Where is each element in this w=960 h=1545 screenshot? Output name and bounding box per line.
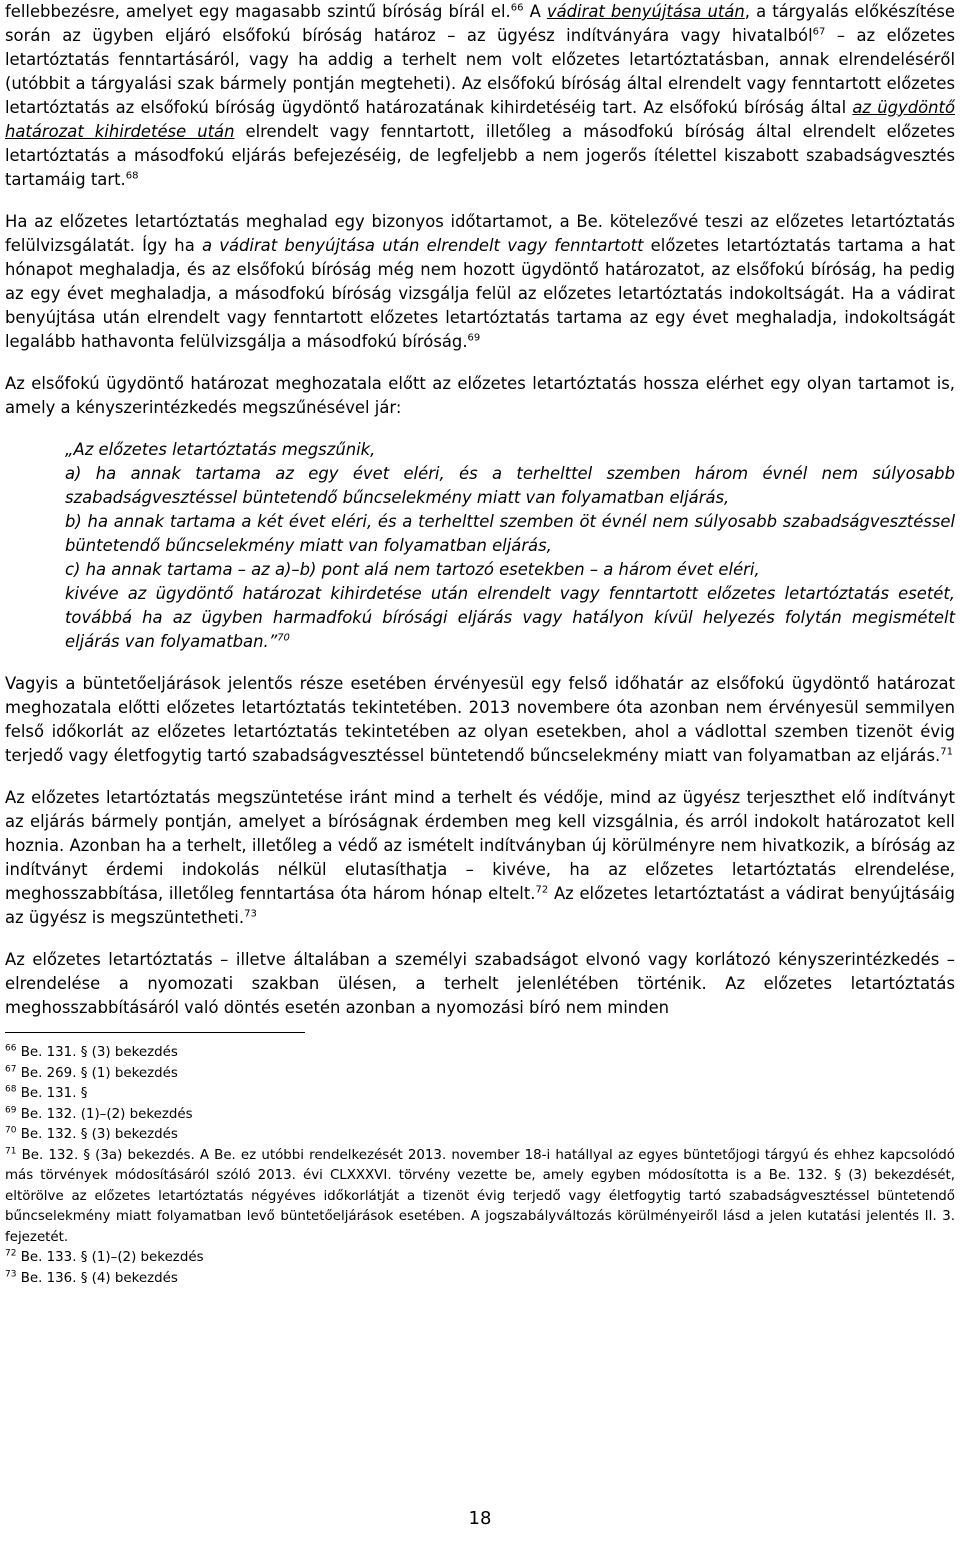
footnote-number: 68 — [5, 1084, 17, 1095]
footnote-73 — [5, 1269, 955, 1290]
footnote-number: 69 — [5, 1105, 17, 1116]
text: – az előzetes letartóztatás fenntartásáról, vagy ha addig a terhelt nem volt előzetes letartóztatásban, annak elrendeléséről (utóbbit a tárgyalási szak bármely pontján megteheti). Az elsőfokú bíróság által elrendelt vagy fenntartott előzetes letartóztatás az elsőfokú bíróság ügydöntő határozatának kihirdetéséig tart. Az elsőfokú bíróság által — [5, 26, 955, 117]
footnote-text: Be. 132. § (3) bekezdés — [16, 1127, 178, 1142]
footnote-ref-66[interactable]: 66 — [510, 2, 524, 14]
quote-line: b) ha annak tartama a két évet eléri, és a terhelttel szemben öt évnél nem súlyosabb szabadságvesztéssel büntetendő bűncselekmény miatt van folyamatban eljárás, — [65, 512, 955, 555]
text: Vagyis a büntetőeljárások jelentős része esetében érvényesül egy felső időhatár az elsőfokú ügydöntő határozat meghozatala előtti előzetes letartóztatás tekintetében. 2013 novembere óta azonban nem érvényesül semmilyen felső időkorlát az előzetes letartóztatás tekintetében az olyan esetekben, ahol a vádlottal szemben tizenöt évig terjedő vagy életfogytig tartó szabadságvesztéssel büntetendő bűncselekmény miatt van folyamatban az eljárás. — [5, 674, 955, 765]
paragraph-6: Az előzetes letartóztatás – illetve általában a személyi szabadságot elvonó vagy korlátozó kényszerintézkedés – elrendelése a nyomozati szakban ülésen, a terhelt jelenlétében történik. Az előzetes letartóztatás meghosszabbításáról való döntés esetén azonban a nyomozási bíró nem minden — [5, 950, 955, 1017]
footnote-ref-69[interactable]: 69 — [467, 332, 481, 344]
footnote-text: Be. 131. § (3) bekezdés — [16, 1045, 178, 1060]
legal-quote — [65, 438, 955, 654]
footnote-68 — [5, 1084, 955, 1105]
footnote-ref-71[interactable]: 71 — [940, 746, 953, 758]
emphasized-text: a vádirat benyújtása után elrendelt vagy fenntartott — [201, 236, 644, 255]
text: kivéve az ügydöntő határozat kihirdetése után elrendelt vagy fenntartott előzetes letartóztatás esetét, továbbá ha az ügyben harmadfokú bírósági eljárás vagy hatályon kívül helyezés folytán megismételt eljárás van folyamatban.” — [65, 584, 955, 651]
footnote-66 — [5, 1043, 955, 1064]
text: Ha az előzetes letartóztatás meghalad egy bizonyos időtartamot, a Be. kötelezővé teszi az előzetes letartóztatás felülvizsgálatát. Így ha — [5, 212, 955, 255]
quote-line — [65, 582, 955, 654]
footnote-text: Be. 132. (1)–(2) bekezdés — [16, 1106, 193, 1122]
footnote-number: 67 — [5, 1064, 17, 1075]
footnote-70 — [5, 1125, 955, 1146]
footnote-ref-68[interactable]: 68 — [125, 170, 139, 182]
text: Az előzetes letartóztatás megszüntetése iránt mind a terhelt és védője, mind az ügyész terjeszthet elő indítványt az eljárás bármely pontján, amelyet a bíróságnak érdemben meg kell vizsgálnia, és arról indokolt határozatot kell hoznia. Azonban ha a terhelt, illetőleg a védő az ismételt indítványban új körülményre nem hivatkozik, a bíróság az indítványt érdemi indokolás nélkül elutasíthatja – kivéve, ha az előzetes letartóztatás elrendelése, meghosszabbítása, illetőleg fenntartása óta három hónap eltelt. — [5, 788, 955, 903]
footnote-67 — [5, 1064, 955, 1085]
paragraph-5 — [5, 786, 955, 930]
document-page — [5, 0, 955, 1289]
text: A — [523, 2, 547, 21]
footnote-text: Be. 131. § — [16, 1086, 88, 1101]
paragraph-4 — [5, 672, 955, 768]
footnote-number: 66 — [5, 1043, 17, 1054]
footnote-71 — [5, 1146, 955, 1249]
text: fellebbezésre, amelyet egy magasabb szintű bíróság bírál el. — [5, 2, 511, 21]
emphasized-text: vádirat benyújtása után — [546, 2, 745, 21]
footnotes — [5, 1043, 955, 1289]
footnote-text: Be. 136. § (4) bekezdés — [16, 1270, 178, 1286]
text: , a tárgyalás előkészítése során az ügyben eljáró elsőfokú bíróság határoz – az ügyész indítványára vagy hivatalból — [5, 2, 955, 45]
footnote-number: 72 — [5, 1248, 17, 1259]
emphasized-text: az ügydöntő határozat kihirdetése után — [5, 98, 955, 141]
footnote-69 — [5, 1105, 955, 1126]
footnote-ref-72[interactable]: 72 — [535, 884, 549, 896]
quote-line: a) ha annak tartama az egy évet eléri, és a terhelttel szemben három évnél nem súlyosabb szabadságvesztéssel büntetendő bűncselekmény miatt van folyamatban eljárás, — [65, 464, 955, 507]
page-number: 18 — [468, 1508, 492, 1529]
footnote-text: Be. 133. § (1)–(2) bekezdés — [16, 1250, 204, 1265]
text: Az előzetes letartóztatást a vádirat benyújtásáig az ügyész is megszüntetheti. — [5, 884, 955, 927]
footnote-number: 73 — [5, 1269, 17, 1280]
footnote-ref-73[interactable]: 73 — [244, 908, 257, 920]
footnote-text: Be. 269. § (1) bekezdés — [16, 1065, 178, 1081]
footnote-ref-70[interactable]: 70 — [277, 632, 290, 644]
paragraph-3: Az elsőfokú ügydöntő határozat meghozatala előtt az előzetes letartóztatás hossza elérhet egy olyan tartamot is, amely a kényszerintézkedés megszűnésével jár: — [5, 374, 955, 417]
footnote-number: 70 — [5, 1125, 17, 1136]
quote-line: c) ha annak tartama – az a)–b) pont alá nem tartozó esetekben – a három évet eléri, — [65, 560, 760, 579]
text: elrendelt vagy fenntartott, illetőleg a másodfokú bíróság által elrendelt előzetes letartóztatás a másodfokú eljárás befejezéséig, de legfeljebb a nem jogerős ítélettel kiszabott szabadságvesztés tartamáig tart. — [5, 122, 956, 189]
paragraph-2 — [5, 210, 955, 354]
footnote-ref-67[interactable]: 67 — [812, 26, 826, 38]
footnote-separator — [5, 1032, 305, 1033]
footnote-text: Be. 132. § (3a) bekezdés. A Be. ez utóbbi rendelkezését 2013. november 18-i hatállyal az egyes büntetőjogi tárgyú és ehhez kapcsolódó más törvények módosításáról szóló 2013. évi CLXXXVI. törvény vezette be, amely egyben módosította is a Be. 132. § (3) bekezdését, eltörölve az előzetes letartóztatás négyéves időkorlátját a tizenöt évig terjedő vagy életfogytig tartó szabadságvesztéssel büntetendő bűncselekmény miatt folyamatban levő büntetőeljárások esetében. A jogszabályváltozás körülményeiről lásd a jelen kutatási jelentés II. 3. fejezetét. — [5, 1147, 955, 1245]
footnote-number: 71 — [5, 1146, 17, 1157]
paragraph-1 — [5, 0, 955, 192]
text: előzetes letartóztatás tartama a hat hónapot meghaladja, és az elsőfokú bíróság még nem hozott ügydöntő határozatot, az elsőfokú bíróság, ha pedig az egy évet meghaladja, a másodfokú bíróság vizsgálja felül az előzetes letartóztatás indokoltságát. Ha a vádirat benyújtása után elrendelt vagy fenntartott előzetes letartóztatás tartama az egy évet meghaladja, indokoltságát legalább hathavonta felülvizsgálja a másodfokú bíróság. — [5, 236, 955, 351]
footnote-72 — [5, 1248, 955, 1269]
quote-line: „Az előzetes letartóztatás megszűnik, — [65, 440, 376, 459]
